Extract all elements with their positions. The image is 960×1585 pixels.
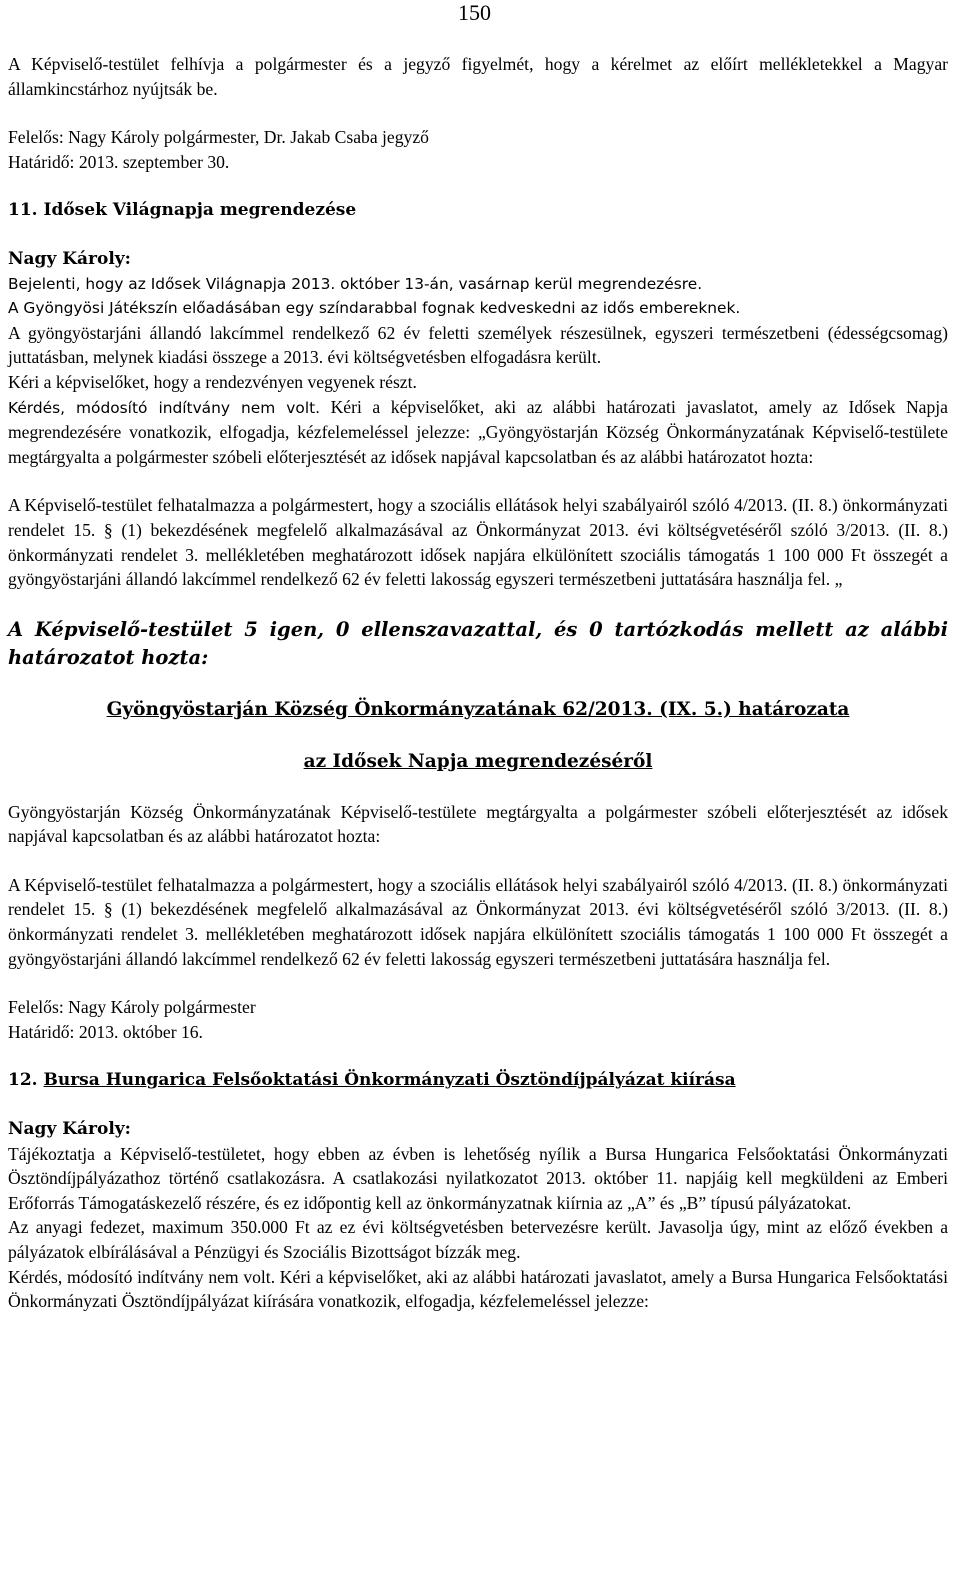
section-12-paragraph: Kérdés, módosító indítvány nem volt. Kéri a képviselőket, aki az alábbi határozati javaslatot, amely a Bursa Hungarica Felsőoktatási Önkormányzati Ösztöndíjpályázat kiírására vonatkozik, elfogadja, kézfelemeléssel jelezze:: [8, 1266, 948, 1312]
section-11-announcement: [8, 272, 948, 321]
resolution-subject: az Idősek Napja megrendezéséről: [303, 750, 653, 772]
section-12-heading: [8, 1068, 948, 1093]
resolution-body: A Képviselő-testület felhatalmazza a polgármestert, hogy a szociális ellátások helyi szabályairól szóló 4/2013. (II. 8.) önkormányzati rendelet 15. § (1) bekezdésének megfelelő alkalmazásával az Önkormányzat 2013. évi költségvetéséről szóló 3/2013. (II. 8.) önkormányzati rendelet 3. mellékletében meghatározott idősek napjára elkülönített szociális támogatás 1 100 000 Ft összegét a gyöngyöstarjáni állandó lakcímmel rendelkező 62 év feletti lakosság egyszeri természetbeni juttatására használja fel.: [8, 874, 948, 969]
proposal-call: Kéri a képviselőket, aki az alábbi határozati javaslatot, amely az Idősek Napja megrendezésére vonatkozik, elfogadja, kézfelemeléssel jelezze: „Gyöngyöstarján Község Önkormányzatának Képviselő-testülete megtárgyalta a polgármester szóbeli előterjesztését az idősek napjával kapcsolatban és az alábbi határozatot hozta:: [8, 396, 948, 467]
responsible-line: Felelős: Nagy Károly polgármester: [8, 997, 256, 1018]
deadline-line: Határidő: 2013. szeptember 30.: [8, 151, 230, 172]
section-12-paragraph: Tájékoztatja a Képviselő-testületet, hogy ebben az évben is lehetőség nyílik a Bursa Hungarica Felsőoktatási Önkormányzati Ösztöndíjpályázathoz történő csatlakozásra. A csatlakozási nyilatkozatot 2013. október 11. napjáig kell megküldeni az Emberi Erőforrás Támogatáskezelő részére, és ez időpontig kell az önkormányzatnak kiírnia az „A” és „B” típusú pályázatokat.: [8, 1143, 948, 1213]
announcement-sentence: A gyöngyöstarjáni állandó lakcímmel rendelkező 62 év feletti személyek részesülnek, egyszeri természetbeni (édességcsomag) juttatásban, melynek kiadási összege a 2013. évi költségvetésben elfogadásra került.: [8, 322, 948, 368]
announcement-sentence: Kéri a képviselőket, hogy a rendezvényen vegyenek részt.: [8, 371, 417, 392]
section-12-number: 12.: [8, 1070, 38, 1091]
section-11-title: Idősek Világnapja megrendezése: [43, 200, 357, 221]
page-content: [8, 52, 948, 1314]
deadline-line: Határidő: 2013. október 16.: [8, 1021, 203, 1042]
intro-paragraph: A Képviselő-testület felhívja a polgármester és a jegyző figyelmét, hogy a kérelmet az előírt mellékletekkel a Magyar államkincstárhoz nyújtsák be.: [8, 54, 948, 99]
section-12-paragraph: Az anyagi fedezet, maximum 350.000 Ft az ez évi költségvetésben betervezésre került. Javasolja úgy, mint az előző években a pályázatok elbírálásával a Pénzügyi és Szociális Bizottságot bízzák meg.: [8, 1217, 948, 1262]
resolution-intro: Gyöngyöstarján Község Önkormányzatának Képviselő-testülete megtárgyalta a polgármester szóbeli előterjesztését az idősek napjával kapcsolatban és az alábbi határozatot hozta:: [8, 801, 948, 847]
responsible-line: Felelős: Nagy Károly polgármester, Dr. Jakab Csaba jegyző: [8, 127, 429, 148]
announcement-sentence: Bejelenti, hogy az Idősek Világnapja 2013. október 13-án, vasárnap kerül megrendezésre.: [8, 274, 703, 293]
section-11-heading: [8, 198, 948, 223]
question-paragraph: [8, 395, 948, 470]
section-12-title: Bursa Hungarica Felsőoktatási Önkormányzati Ösztöndíjpályázat kiírása: [43, 1070, 736, 1091]
resolution-title: Gyöngyöstarján Község Önkormányzatának 62/2013. (IX. 5.) határozata: [106, 698, 850, 720]
page-number: 150: [458, 0, 491, 25]
section-11-number: 11.: [8, 200, 38, 221]
speaker-name: Nagy Károly:: [8, 1119, 131, 1140]
announcement-sentence: A Gyöngyösi Játékszín előadásában egy színdarabbal fognak kedveskedni az idős embereknek.: [8, 299, 741, 318]
vote-result: A Képviselő-testület 5 igen, 0 ellenszavazattal, és 0 tartózkodás mellett az alábbi határozatot hozta:: [8, 617, 948, 669]
proposal-text: A Képviselő-testület felhatalmazza a polgármestert, hogy a szociális ellátások helyi szabályairól szóló 4/2013. (II. 8.) önkormányzati rendelet 15. § (1) bekezdésének megfelelő alkalmazásával az Önkormányzat 2013. évi költségvetéséről szóló 3/2013. (II. 8.) önkormányzati rendelet 3. mellékletében meghatározott idősek napjára elkülönített szociális támogatás 1 100 000 Ft összegét a gyöngyöstarjáni állandó lakcímmel rendelkező 62 év feletti lakosság egyszeri természetbeni juttatására használja fel. „: [8, 495, 948, 590]
question-note: Kérdés, módosító indítvány nem volt.: [8, 398, 321, 417]
speaker-name: Nagy Károly:: [8, 248, 131, 269]
